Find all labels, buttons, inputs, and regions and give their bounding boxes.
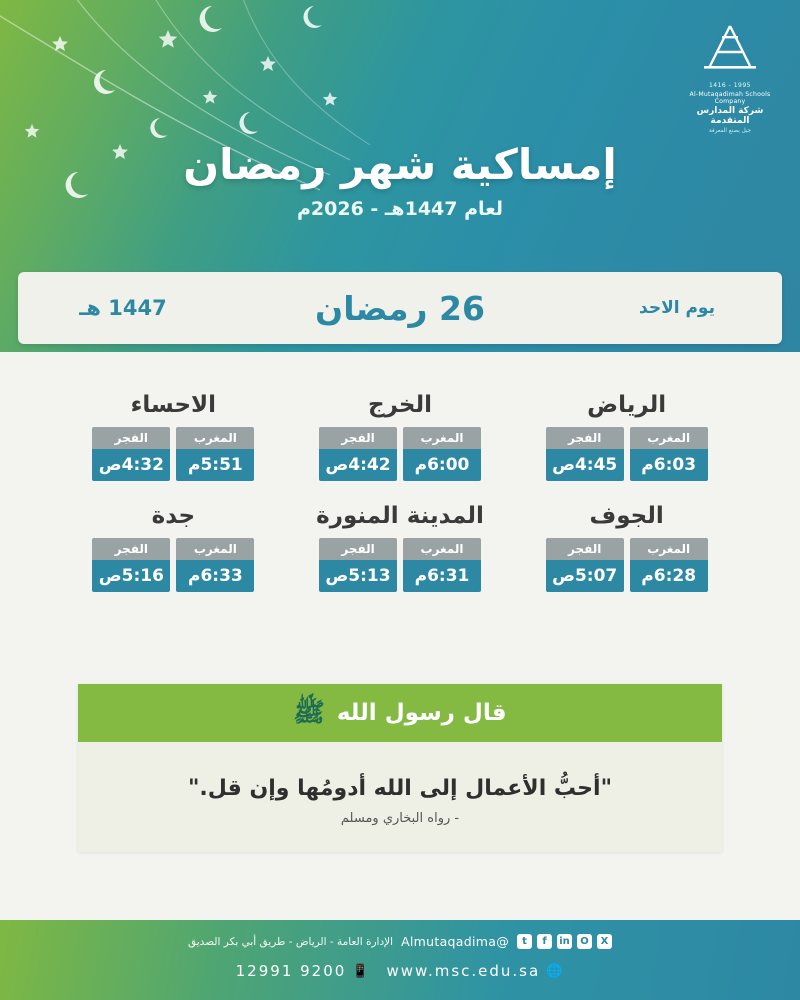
maghrib-time: 6:00م [403, 449, 481, 481]
social-icons[interactable] [517, 934, 612, 949]
logo-name-ar: شركة المدارس المتقدمة [696, 106, 764, 126]
salla-allahu-alayhi-wasallam-icon: ﷺ [293, 698, 325, 728]
poster-footer [0, 920, 800, 1000]
fajr-column [546, 427, 624, 481]
city-name: الجوف [589, 503, 664, 529]
maghrib-column [630, 538, 708, 592]
city-card [287, 392, 514, 481]
hijri-year-label: 1447 هـ [79, 296, 167, 320]
fajr-time: 5:07ص [546, 560, 624, 592]
poster-header [0, 0, 800, 352]
page-title: إمساكية شهر رمضان [183, 140, 617, 189]
city-card [287, 503, 514, 592]
hadith-heading-bar [78, 684, 722, 742]
website-text: www.msc.edu.sa [386, 962, 541, 980]
footer-social-row [0, 934, 800, 949]
maghrib-label: المغرب [176, 427, 254, 449]
fajr-column [92, 427, 170, 481]
fajr-label: الفجر [546, 538, 624, 560]
phone-text: 9200 12991 [235, 962, 347, 980]
fajr-time: 4:45ص [546, 449, 624, 481]
maghrib-time: 6:03م [630, 449, 708, 481]
ramadan-day-label: 26 رمضان [315, 288, 485, 328]
phone-icon: 📱 [352, 963, 371, 979]
maghrib-label: المغرب [403, 538, 481, 560]
instagram-icon[interactable]: O [577, 934, 592, 949]
fajr-label: الفجر [319, 538, 397, 560]
maghrib-column [403, 538, 481, 592]
maghrib-label: المغرب [403, 427, 481, 449]
city-name: المدينة المنورة [316, 503, 484, 529]
maghrib-column [176, 538, 254, 592]
city-times [513, 427, 740, 481]
logo-tagline: جيل يصنع المعرفة [709, 128, 751, 134]
fajr-time: 4:42ص [319, 449, 397, 481]
fajr-label: الفجر [92, 427, 170, 449]
fajr-time: 5:16ص [92, 560, 170, 592]
hadith-heading-text: قال رسول الله [336, 700, 507, 726]
hadith-source: - رواه البخاري ومسلم [340, 811, 460, 826]
linkedin-icon[interactable]: in [557, 934, 572, 949]
maghrib-label: المغرب [630, 427, 708, 449]
hadith-text: "أحبُّ الأعمال إلى الله أدومُها وإن قل." [187, 776, 613, 801]
city-name: الخرج [368, 392, 432, 418]
maghrib-label: المغرب [630, 538, 708, 560]
logo-mark-icon [698, 22, 762, 74]
phone-item[interactable] [236, 962, 371, 980]
city-name: جدة [151, 503, 196, 529]
city-card [60, 503, 287, 592]
website-item[interactable] [387, 962, 565, 980]
maghrib-column [630, 427, 708, 481]
fajr-column [92, 538, 170, 592]
fajr-time: 4:32ص [92, 449, 170, 481]
maghrib-time: 6:33م [176, 560, 254, 592]
city-times [60, 427, 287, 481]
fajr-label: الفجر [319, 427, 397, 449]
city-card [513, 392, 740, 481]
fajr-time: 5:13ص [319, 560, 397, 592]
page-subtitle: لعام 1447هـ - 2026م [296, 198, 504, 220]
city-times [60, 538, 287, 592]
fajr-label: الفجر [546, 427, 624, 449]
footer-address: الإدارة العامة - الرياض - طريق أبي بكر الصديق [188, 935, 394, 948]
maghrib-time: 6:28م [630, 560, 708, 592]
maghrib-column [403, 427, 481, 481]
footer-contact-row [0, 962, 800, 980]
city-times [287, 427, 514, 481]
maghrib-column [176, 427, 254, 481]
x-twitter-icon[interactable]: X [597, 934, 612, 949]
facebook-icon[interactable]: f [537, 934, 552, 949]
hadith-card [78, 684, 722, 852]
city-card [513, 503, 740, 592]
maghrib-time: 5:51م [176, 449, 254, 481]
tiktok-icon[interactable]: t [517, 934, 532, 949]
fajr-column [546, 538, 624, 592]
logo-name-en: Al-Mutaqadimah Schools Company [689, 91, 771, 105]
city-name: الرياض [587, 392, 667, 418]
cities-grid [0, 392, 800, 614]
city-times [287, 538, 514, 592]
weekday-label: يوم الاحد [639, 298, 715, 318]
day-bar [18, 272, 782, 344]
city-times [513, 538, 740, 592]
city-name: الاحساء [130, 392, 217, 418]
social-handle: @Almutaqadima [401, 934, 509, 949]
globe-icon: 🌐 [546, 963, 565, 979]
fajr-label: الفجر [92, 538, 170, 560]
company-logo [678, 22, 782, 134]
city-card [60, 392, 287, 481]
fajr-column [319, 538, 397, 592]
fajr-column [319, 427, 397, 481]
maghrib-label: المغرب [176, 538, 254, 560]
logo-years: 1995 - 1416 [708, 82, 752, 89]
maghrib-time: 6:31م [403, 560, 481, 592]
